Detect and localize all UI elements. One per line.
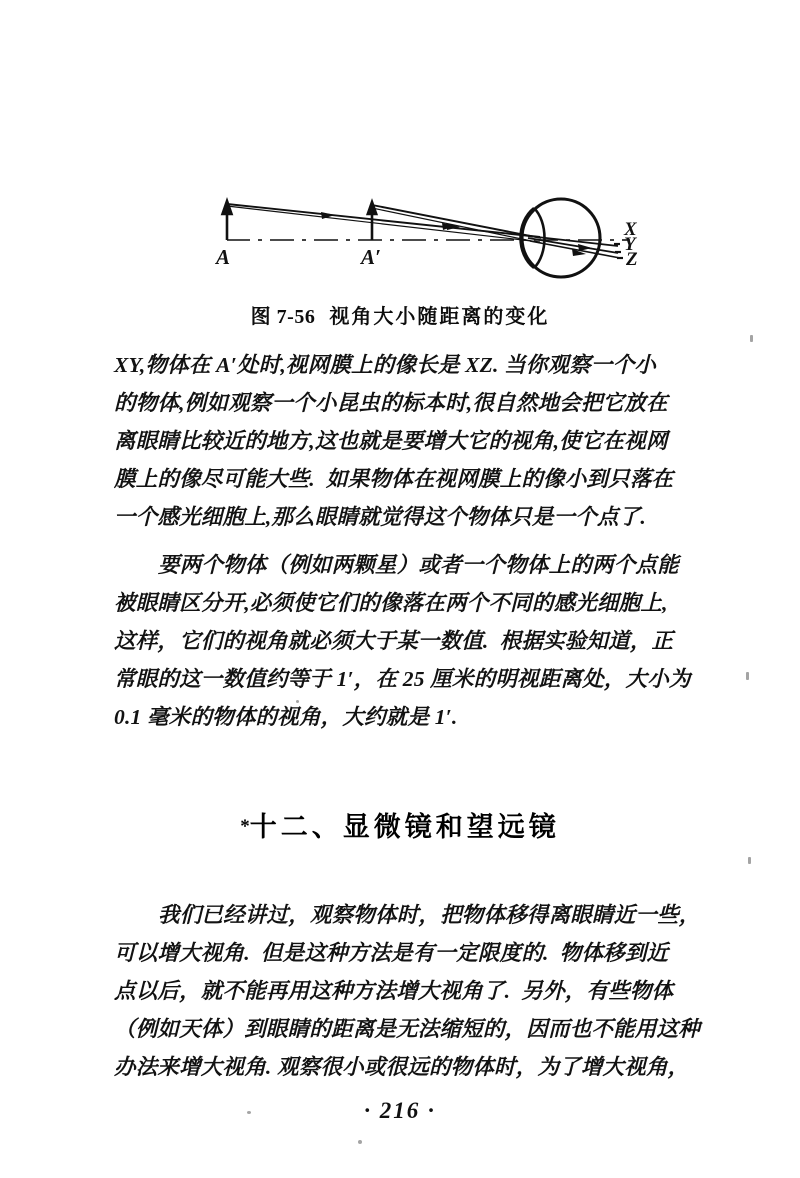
figure-caption (0, 300, 800, 329)
section-heading (0, 805, 800, 844)
text-line: 我们已经讲过，观察物体时，把物体移得离眼睛近一些， (158, 903, 701, 927)
text-line: 这样，它们的视角就必须大于某一数值. 根据实验知道，正 (114, 629, 674, 653)
scan-speck (746, 672, 749, 680)
figure-label-Y: Y (624, 234, 636, 255)
figure-optics-diagram (0, 168, 800, 298)
text-line: 膜上的像尽可能大些. 如果物体在视网膜上的像小到只落在 (114, 467, 674, 491)
text-line: 常眼的这一数值约等于 1′，在 25 厘米的明视距离处，大小为 (114, 667, 691, 691)
text-line: 被眼睛区分开,必须使它们的像落在两个不同的感光细胞上, (114, 591, 668, 615)
section-heading-marker: * (240, 816, 250, 837)
scan-speck (748, 857, 751, 864)
text-line: 0.1 毫米的物体的视角，大约就是 1′. (114, 705, 458, 729)
section-heading-text: 十二、显微镜和望远镜 (249, 812, 560, 842)
paragraph-resolution (114, 546, 694, 736)
figure-caption-number: 图 7-56 (250, 306, 316, 328)
paragraph-microscope-intro (114, 896, 701, 1086)
text-line: （例如天体）到眼睛的距离是无法缩短的，因而也不能用这种 (114, 1017, 700, 1041)
text-line: XY,物体在 A′处时,视网膜上的像长是 XZ. 当你观察一个小 (114, 353, 657, 377)
figure-label-A: A (216, 245, 231, 269)
scan-speck (247, 1111, 251, 1114)
figure-label-A-prime: A′ (361, 245, 381, 269)
page-number: · 216 · (364, 1098, 436, 1123)
scan-speck (296, 700, 299, 703)
text-line: 办法来增大视角. 观察很小或很远的物体时，为了增大视角， (114, 1055, 690, 1079)
paragraph-viewing-angle (114, 346, 694, 536)
ray-from-A (227, 204, 540, 242)
scan-speck (750, 335, 753, 342)
text-line: 点以后，就不能再用这种方法增大视角了. 另外，有些物体 (114, 979, 674, 1003)
text-line: 的物体,例如观察一个小昆虫的标本时,很自然地会把它放在 (114, 391, 668, 415)
figure-label-X: X (624, 219, 637, 240)
text-line: 要两个物体（例如两颗星）或者一个物体上的两个点能 (158, 553, 679, 577)
text-line: 一个感光细胞上,那么眼睛就觉得这个物体只是一个点了. (114, 505, 646, 529)
figure-label-Z: Z (626, 249, 638, 270)
text-line: 离眼睛比较近的地方,这也就是要增大它的视角,使它在视网 (114, 429, 668, 453)
figure-caption-text: 视角大小随距离的变化 (329, 306, 550, 328)
ray-from-A-prime (372, 205, 541, 243)
object-arrow-A-prime (368, 202, 376, 240)
scan-speck (358, 1140, 362, 1144)
figure-svg (0, 168, 800, 298)
text-line: 可以增大视角. 但是这种方法是有一定限度的. 物体移到近 (114, 941, 669, 965)
